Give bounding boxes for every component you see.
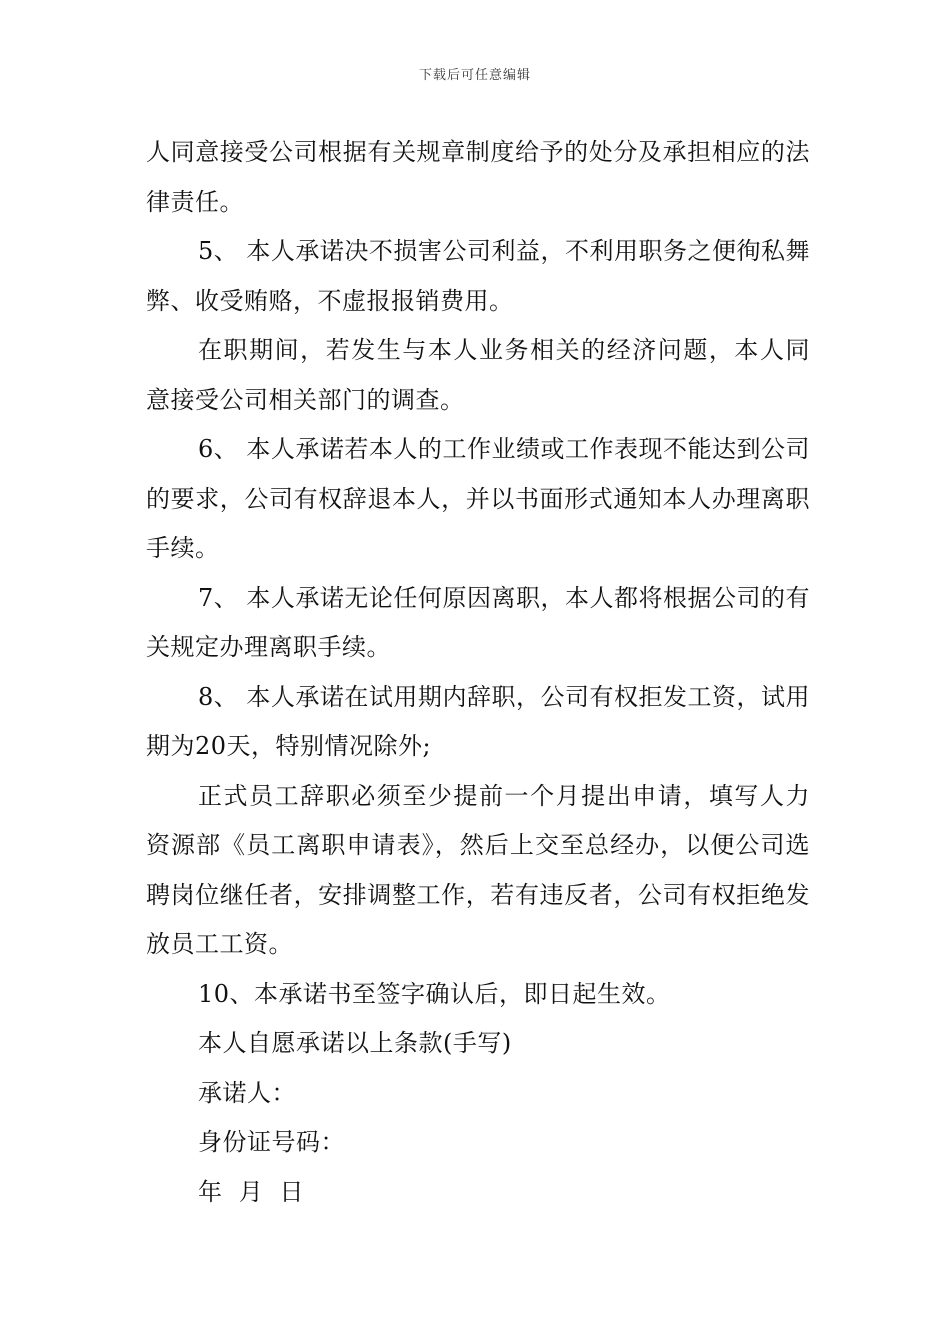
paragraph-item-8: 8、 本人承诺在试用期内辞职，公司有权拒发工资，试用期为20天，特别情况除外; — [146, 682, 810, 760]
voluntary-statement: 本人自愿承诺以上条款(手写) — [198, 1029, 512, 1057]
paragraph-resignation: 正式员工辞职必须至少提前一个月提出申请，填写人力资源部《员工离职申请表》，然后上交至总经办，以便公司选聘岗位继任者，安排调整工作，若有违反者，公司有权拒绝发放员工工资。 — [146, 781, 810, 958]
signer-label: 承诺人： — [198, 1078, 296, 1107]
date-line: 年 月 日 — [198, 1177, 305, 1206]
paragraph-liability: 人同意接受公司根据有关规章制度给予的处分及承担相应的法律责任。 — [146, 138, 810, 216]
paragraph-item-5: 5、 本人承诺决不损害公司利益，不利用职务之便徇私舞弊、收受贿赂，不虚报报销费用。 — [146, 237, 810, 315]
paragraph-item-6: 6、 本人承诺若本人的工作业绩或工作表现不能达到公司的要求，公司有权辞退本人，并以书面形式通知本人办理离职手续。 — [146, 435, 810, 562]
paragraph-investigation: 在职期间，若发生与本人业务相关的经济问题，本人同意接受公司相关部门的调查。 — [146, 336, 810, 414]
id-number-label: 身份证号码： — [198, 1128, 345, 1156]
document-body — [146, 128, 810, 1217]
paragraph-item-7: 7、 本人承诺无论任何原因离职，本人都将根据公司的有关规定办理离职手续。 — [146, 583, 810, 661]
page-header: 下载后可任意编辑 — [418, 68, 531, 83]
paragraph-item-10: 10、本承诺书至签字确认后，即日起生效。 — [198, 979, 671, 1008]
